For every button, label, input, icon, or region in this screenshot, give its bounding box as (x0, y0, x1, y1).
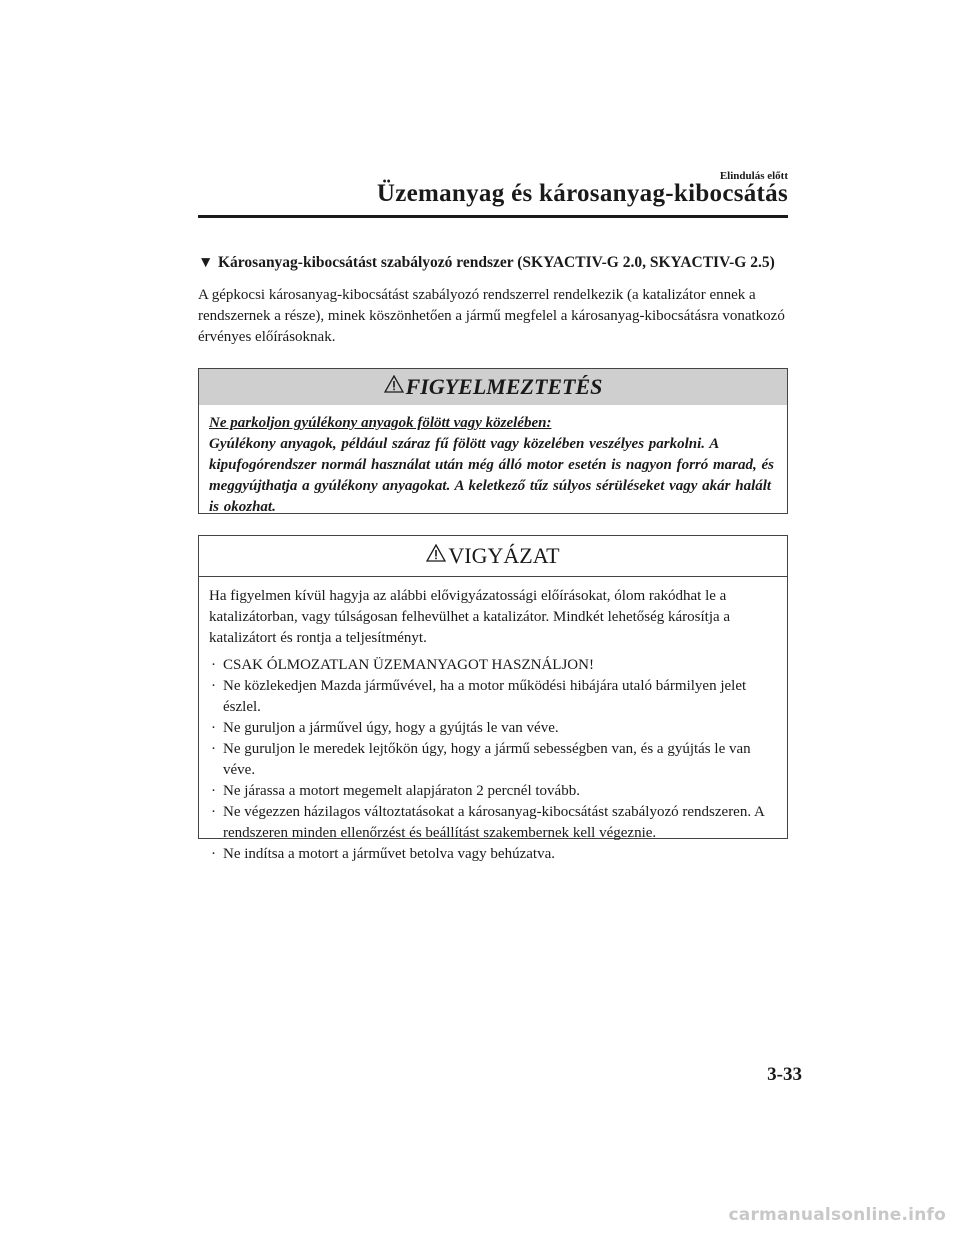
list-item (209, 739, 777, 781)
warning-text: Gyúlékony anyagok, például száraz fű fölött vagy közelében veszélyes parkolni. A kipufogórendszer normál használat után még álló motor esetén is nagyon forró marad, és meggyújthatja a gyúlékony anyagokat. A keletkező tűz súlyos sérüléseket vagy akár halált is okozhat. (209, 436, 774, 515)
list-item-text: Ne járassa a motort megemelt alapjáraton 2 percnél tovább. (223, 783, 580, 799)
list-item-text: Ne indítsa a motort a járművet betolva vagy behúzatva. (223, 846, 555, 862)
caution-box (198, 535, 788, 862)
warning-triangle-icon (384, 368, 404, 404)
triangle-marker-icon: ▼ (198, 254, 214, 271)
caution-divider (199, 576, 787, 577)
header-divider (198, 215, 788, 218)
list-item (209, 802, 777, 844)
bullet-icon: · (211, 657, 216, 673)
bullet-icon: · (211, 846, 216, 862)
list-item-text: CSAK ÓLMOZATLAN ÜZEMANYAGOT HASZNÁLJON! (223, 657, 594, 673)
caution-list (209, 655, 777, 865)
section-heading-text: Károsanyag-kibocsátást szabályozó rendszer (SKYACTIV-G 2.0, SKYACTIV-G 2.5) (218, 254, 775, 271)
list-item-text: Ne guruljon le meredek lejtőkön úgy, hogy a jármű sebességben van, és a gyújtás le van véve. (223, 741, 751, 778)
section-emission-control (198, 252, 788, 348)
list-item-text: Ne közlekedjen Mazda járművével, ha a motor működési hibájára utaló bármilyen jelet észlel. (223, 678, 747, 715)
section-body: A gépkocsi károsanyag-kibocsátást szabályozó rendszerrel rendelkezik (a katalizátor ennek a rendszernek a része), minek köszönhetően a jármű megfelel a károsanyag-kibocsátásra vonatkozó érvényes előírásoknak. (198, 287, 785, 345)
warning-box (198, 368, 788, 514)
list-item (209, 655, 777, 676)
list-item-text: Ne végezzen házilagos változtatásokat a károsanyag-kibocsátást szabályozó rendszeren. A rendszeren minden ellenőrzést és beállítást szakembernek kell végeznie. (223, 804, 765, 841)
caution-triangle-icon (426, 535, 446, 575)
chapter-label: Elindulás előtt (719, 170, 788, 182)
list-item (209, 676, 777, 718)
bullet-icon: · (211, 783, 216, 799)
caution-intro: Ha figyelmen kívül hagyja az alábbi elővigyázatossági előírásokat, ólom rakódhat le a katalizátorban, vagy túlságosan felhevülhet a katalizátor. Mindkét lehetőség károsítja a katalizátort és rontja a teljesítményt. (209, 588, 731, 646)
list-item (209, 781, 777, 802)
list-item (209, 718, 777, 739)
warning-subheading-text: Ne parkoljon gyúlékony anyagok fölött vagy közelében: (209, 415, 552, 431)
caution-header (199, 536, 787, 576)
warning-title: FIGYELMEZTETÉS (405, 374, 603, 399)
watermark: carmanualsonline.info (728, 1205, 946, 1225)
page-number: 3-33 (767, 1064, 802, 1085)
bullet-icon: · (211, 720, 216, 736)
list-item-text: Ne guruljon a járművel úgy, hogy a gyújtás le van véve. (223, 720, 559, 736)
section-heading (198, 252, 788, 274)
bullet-icon: · (211, 678, 216, 694)
bullet-icon: · (211, 741, 216, 757)
warning-header (199, 369, 787, 405)
page-title: Üzemanyag és károsanyag-kibocsátás (376, 180, 788, 207)
warning-subheading (209, 413, 777, 434)
bullet-icon: · (211, 804, 216, 820)
caution-title: VIGYÁZAT (448, 543, 560, 568)
list-item (209, 844, 777, 865)
